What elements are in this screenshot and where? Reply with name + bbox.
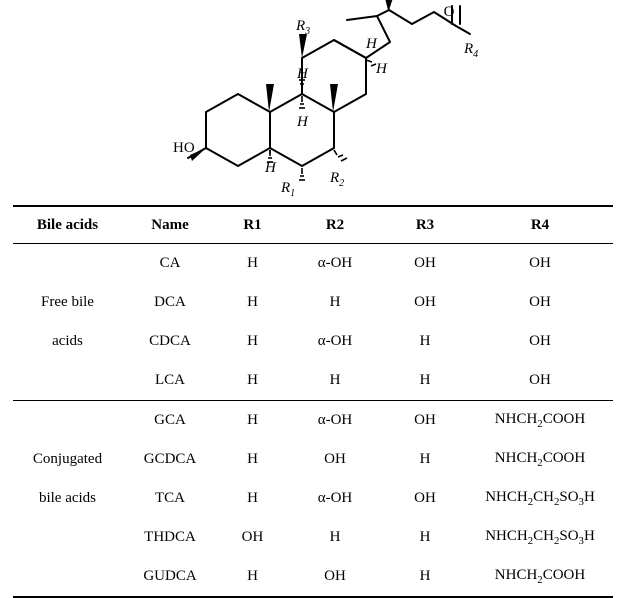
cell-r3: OH: [383, 401, 468, 441]
wedge-to-r3: [299, 34, 307, 58]
cell-r1: H: [247, 451, 258, 467]
cell-r4: $NHCH_2CH_2SO_3H$: [485, 528, 595, 547]
cell-r2: α-OH: [317, 490, 353, 506]
cell-r1: H: [247, 490, 258, 506]
cell-r2: α-OH: [317, 333, 353, 349]
table-row: [13, 283, 613, 322]
cell-r4: OH: [529, 333, 551, 349]
cell-r3: H: [419, 333, 431, 349]
r3-label: $R_3$: [296, 18, 311, 37]
cell-r4: OH: [468, 244, 613, 284]
cell-r3: H: [419, 372, 431, 388]
cell-name: DCA: [154, 294, 186, 310]
cell-r2: H: [329, 372, 341, 388]
cell-r3: OH: [383, 244, 468, 284]
bile-acids-table: [13, 205, 613, 598]
cell-r2: H: [329, 294, 341, 310]
r2-label: $R_2$: [330, 170, 345, 189]
table-row: [13, 361, 613, 401]
cell-name: CA: [123, 244, 218, 284]
carbonyl-oxygen-label: O: [443, 4, 455, 20]
group-label-cell: Conjugated: [32, 451, 103, 467]
table-row: [13, 518, 613, 557]
steroid-skeleton-svg: [0, 0, 625, 205]
cell-r2: OH: [288, 557, 383, 597]
group-label-cell: Free bile: [41, 294, 94, 310]
table-row: [13, 322, 613, 361]
cell-r1: OH: [241, 529, 264, 545]
cell-name: THDCA: [144, 529, 196, 545]
h-label-c5: H: [265, 160, 276, 176]
cell-name: CDCA: [149, 333, 191, 349]
chemical-structure-figure: [0, 0, 625, 205]
group-label-cell: [13, 518, 123, 557]
cell-r1: H: [247, 294, 258, 310]
cell-name: GCA: [123, 401, 218, 441]
cell-r3: H: [419, 451, 431, 467]
header-r3: R3: [383, 206, 468, 244]
cell-r4: $NHCH_2CH_2SO_3H$: [485, 489, 595, 508]
group-label-cell: acids: [52, 333, 83, 349]
h-label-c8: H: [297, 66, 308, 82]
cell-r2: α-OH: [288, 244, 383, 284]
table-row: [13, 440, 613, 479]
cell-name: TCA: [155, 490, 185, 506]
cell-r4: OH: [529, 294, 551, 310]
cell-r2: α-OH: [288, 401, 383, 441]
h-label-c9: H: [297, 114, 308, 130]
cell-r3: OH: [414, 490, 436, 506]
h-label-c14: H: [376, 61, 387, 77]
header-r4: R4: [468, 206, 613, 244]
cell-r1: H: [247, 372, 258, 388]
cell-r1: H: [218, 557, 288, 597]
cell-r4: $NHCH_2COOH$: [494, 450, 586, 469]
cell-r4: $NHCH_2COOH$: [468, 557, 613, 597]
cell-name: GCDCA: [143, 451, 197, 467]
cell-r1: H: [218, 244, 288, 284]
table-row: [13, 557, 613, 597]
cell-name: GUDCA: [123, 557, 218, 597]
group-label-cell: [13, 244, 123, 284]
header-r2: R2: [288, 206, 383, 244]
header-name: Name: [123, 206, 218, 244]
cell-r4: $NHCH_2COOH$: [468, 401, 613, 441]
methyl-wedge-c10: [266, 84, 274, 112]
table-row: [13, 479, 613, 518]
cell-r2: OH: [324, 451, 346, 467]
cell-r1: H: [218, 401, 288, 441]
cell-r3: H: [383, 557, 468, 597]
group-label-cell: [13, 361, 123, 401]
r4-label: $R_4$: [464, 41, 479, 60]
group-label-cell: bile acids: [38, 490, 97, 506]
h-label-c17: H: [366, 36, 377, 52]
cell-r3: OH: [414, 294, 436, 310]
table-header-row: [13, 206, 613, 244]
cell-r1: H: [247, 333, 258, 349]
cell-name: LCA: [155, 372, 185, 388]
ho-label: HO: [173, 140, 195, 156]
group-label-cell: [13, 401, 123, 441]
cell-r2: H: [329, 529, 341, 545]
header-r1: R1: [218, 206, 288, 244]
methyl-wedge-c13: [330, 84, 338, 112]
table-row: [13, 244, 613, 284]
cell-r4: OH: [529, 372, 551, 388]
r1-label: $R_1$: [281, 180, 296, 199]
table-row: [13, 401, 613, 441]
group-label-cell: [13, 557, 123, 597]
header-bile-acids: Bile acids: [13, 206, 123, 244]
cell-r3: H: [419, 529, 431, 545]
